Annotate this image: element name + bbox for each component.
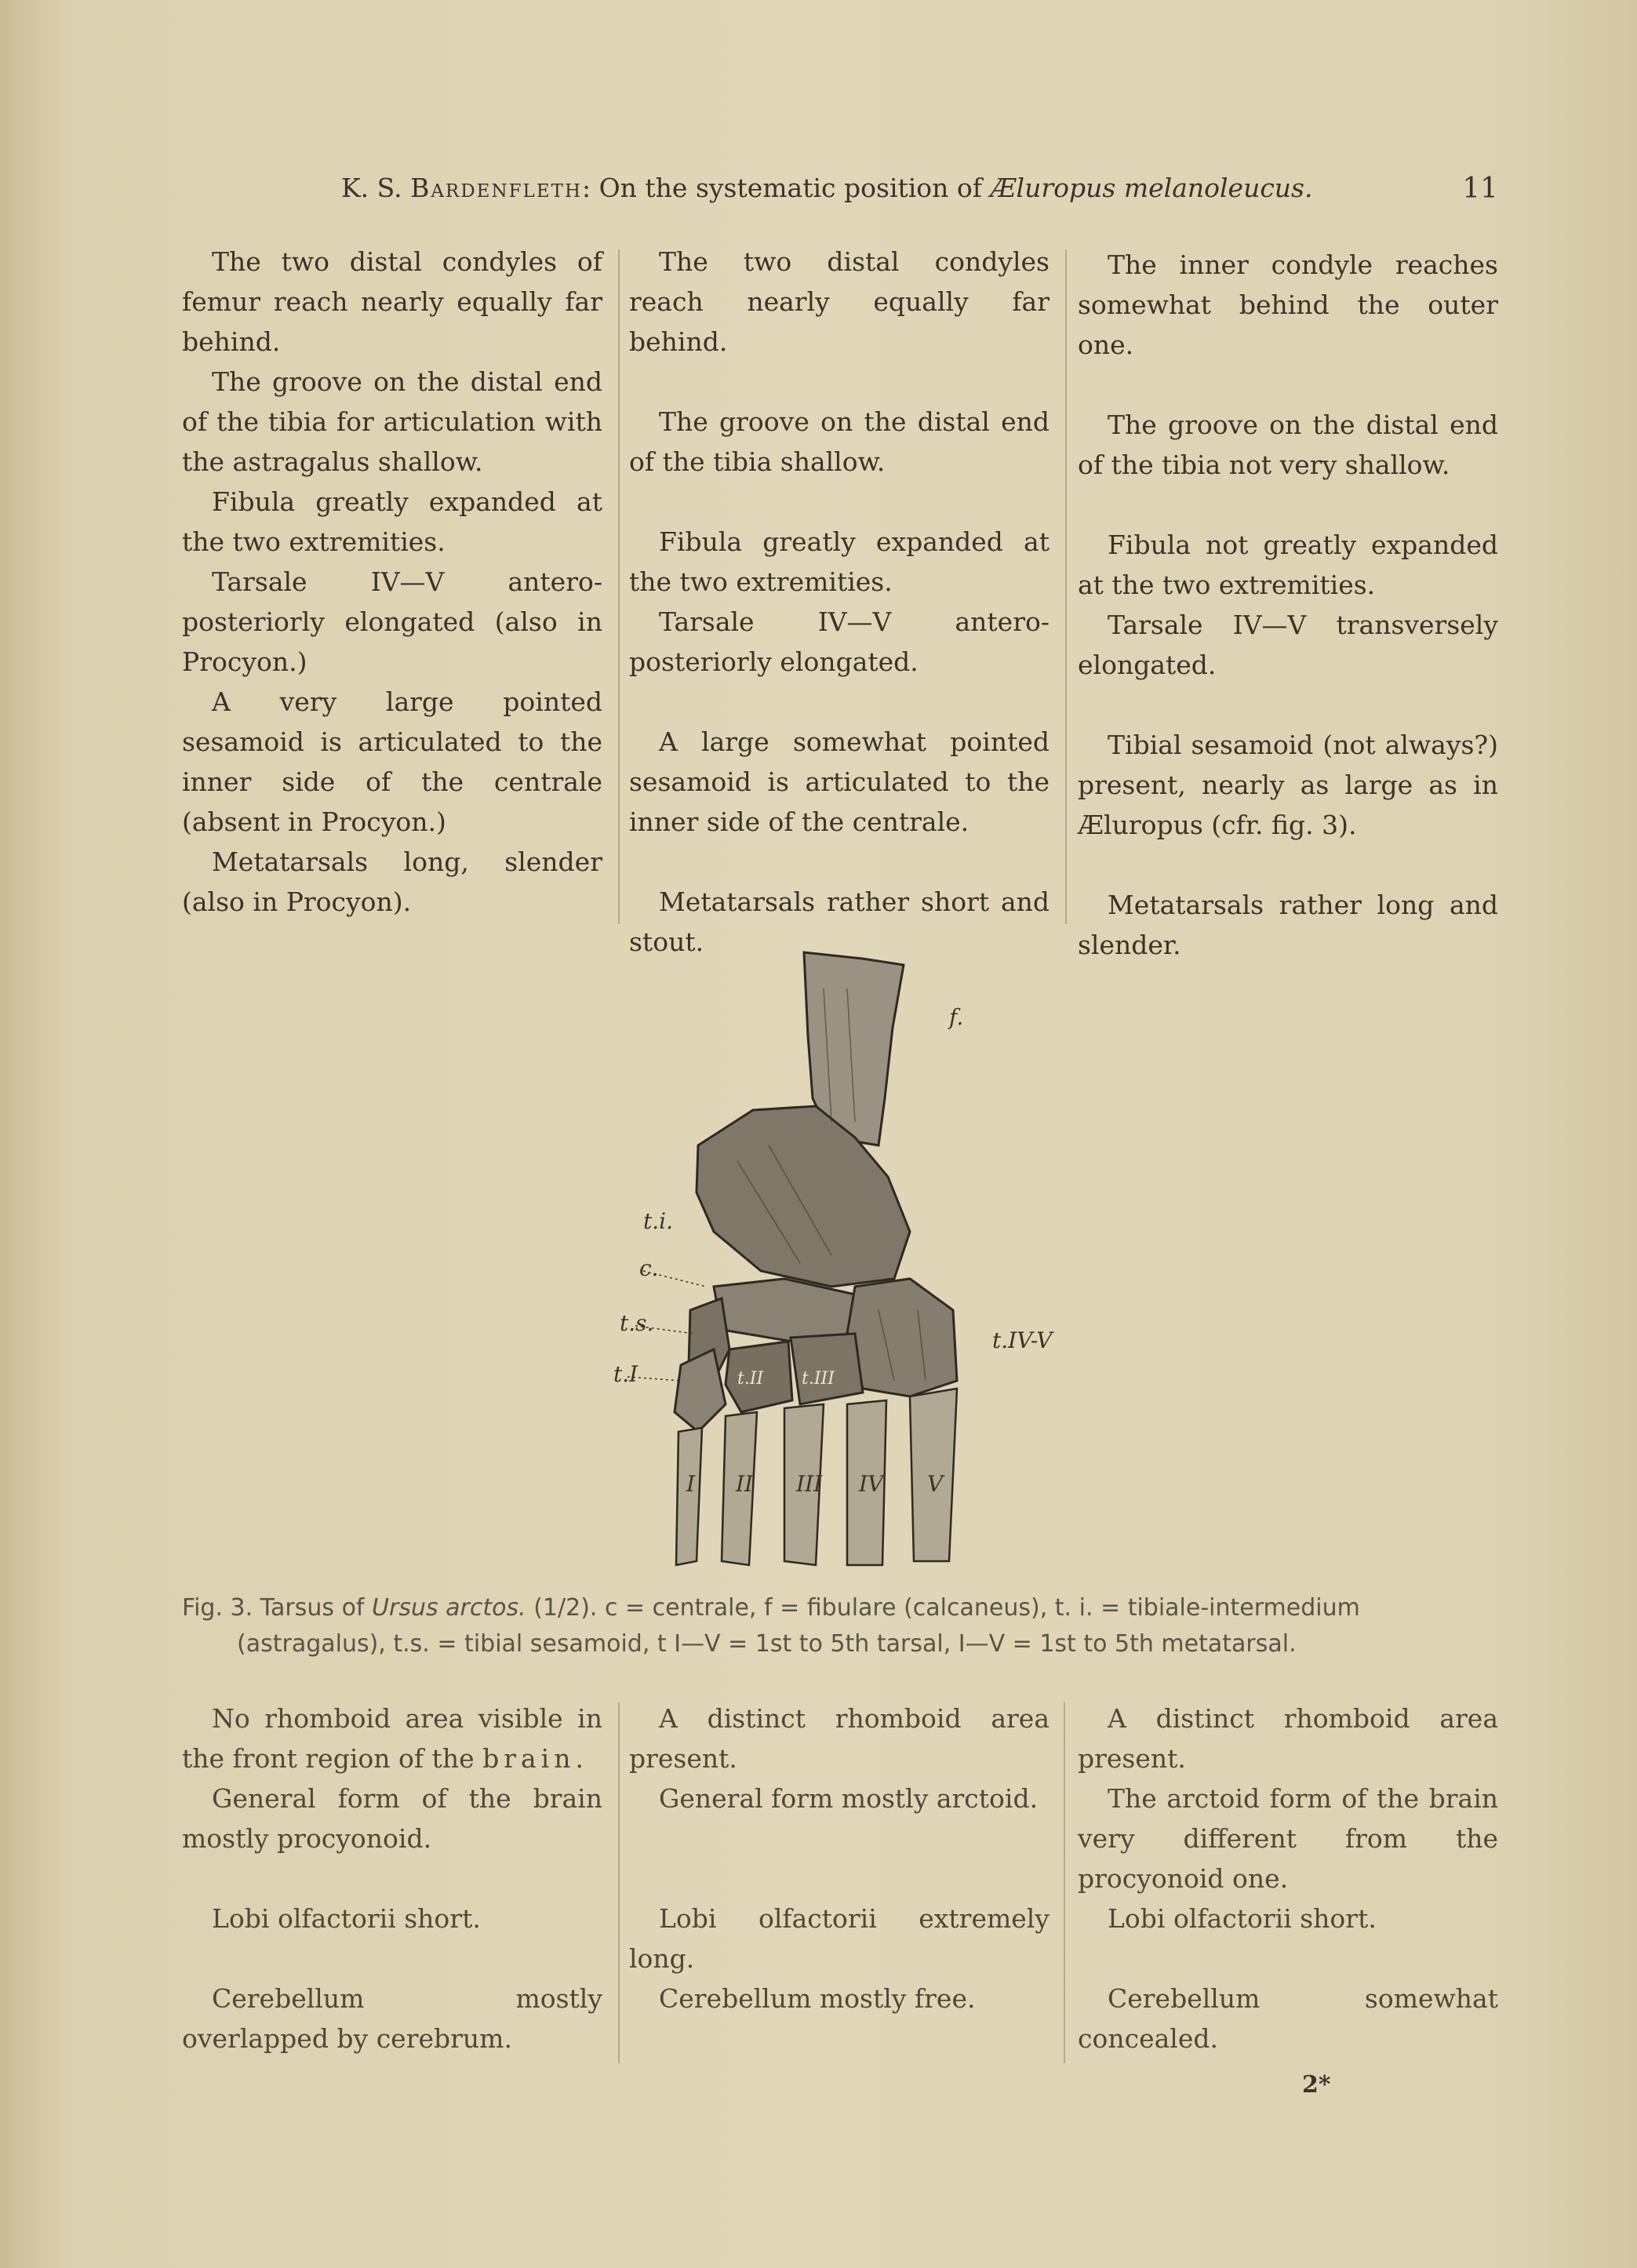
label-tibiale-intermedium: t.i. (643, 1208, 674, 1234)
upper-column-2 (629, 242, 1049, 962)
tarsale-iv-v-bone (847, 1279, 957, 1396)
column-rule (1065, 249, 1067, 924)
running-head-title: K. S. Bardenfleth: On the systematic position of Æluropus melanoleucus. (341, 173, 1313, 203)
cell-cerebellum: Cerebellum mostly free. (659, 1983, 976, 2014)
emphasis-brain: brain (482, 1743, 576, 1774)
cell-metatarsals: Metatarsals rather short and stout. (629, 886, 1049, 957)
cell-tarsale: Tarsale IV—V antero-posteriorly elongated. (629, 606, 1049, 677)
lower-column-1 (182, 1698, 602, 2059)
cell-fibula: Fibula not greatly expanded at the two extremities. (1078, 530, 1498, 600)
cell-brain-form: The arctoid form of the brain very different from the procyonoid one. (1078, 1783, 1498, 1894)
title-species: melanoleucus. (1123, 173, 1313, 203)
cell-tibia: The groove on the distal end of the tibia for articulation with the astragalus shallow. (182, 366, 602, 477)
cell-lobi: Lobi olfactorii extremely long. (629, 1903, 1049, 1974)
cell-metatarsals: Metatarsals rather long and slender. (1078, 890, 1498, 960)
cell-femur: The inner condyle reaches somewhat behind the outer one. (1078, 249, 1498, 360)
cell-lobi: Lobi olfactorii short. (1108, 1903, 1377, 1934)
cell-sesamoid: A large somewhat pointed sesamoid is articulated to the inner side of the centrale. (629, 726, 1049, 837)
cell-brain-form: General form mostly arctoid. (659, 1783, 1039, 1814)
cell-tibia: The groove on the distal end of the tibia not very shallow. (1078, 410, 1498, 480)
upper-column-3 (1078, 245, 1498, 965)
label-tibial-sesamoid: t.s. (620, 1310, 654, 1336)
cell-sesamoid: A very large pointed sesamoid is articulated to the inner side of the centrale (absent in Procyon.) (182, 686, 602, 837)
caption-legend-a: (1/2). c = centrale, f = fibulare (calcaneus), t. i. = tibiale-intermedium (533, 1594, 1360, 1622)
caption-fig-ref: Fig. 3. Tarsus of (182, 1594, 365, 1622)
label-tarsale-i: t.I (613, 1361, 638, 1387)
author-surname: Bardenfleth (410, 173, 583, 203)
column-rule (618, 249, 620, 924)
cell-femur: The two distal condyles of femur reach nearly equally far behind. (182, 246, 602, 357)
cell-metatarsals: Metatarsals long, slender (also in Procyon). (182, 846, 602, 917)
cell-rhomboid: No rhomboid area visible in the front region of the brain. (182, 1703, 602, 1774)
signature-mark: 2* (1302, 2071, 1331, 2099)
column-rule (618, 1702, 620, 2063)
cell-sesamoid: Tibial sesamoid (not always?) present, nearly as large as in Æluropus (cfr. fig. 3). (1078, 730, 1498, 840)
caption-species: Ursus arctos. (372, 1594, 526, 1622)
label-metatarsal-ii: II (736, 1471, 754, 1497)
cell-tarsale: Tarsale IV—V antero-posteriorly elongated (also in Procyon.) (182, 566, 602, 677)
cell-fibula: Fibula greatly expanded at the two extremities. (629, 526, 1049, 597)
cell-cerebellum: Cerebellum somewhat concealed. (1078, 1983, 1498, 2054)
centrale-bone (714, 1279, 855, 1342)
running-header (180, 173, 1498, 212)
cell-femur: The two distal condyles reach nearly equally far behind. (629, 246, 1049, 357)
label-metatarsal-v: V (927, 1471, 944, 1497)
caption-line-2: (astragalus), t.s. = tibial sesamoid, t I—V = 1st to 5th tarsal, I—V = 1st to 5th metatarsal. (237, 1630, 1297, 1658)
label-metatarsal-iv: IV (859, 1471, 884, 1497)
tarsus-figure (596, 941, 1082, 1569)
caption-line-1 (182, 1590, 1500, 1626)
figure-caption (182, 1590, 1500, 1662)
title-prefix: On the systematic position of (598, 173, 983, 203)
lower-column-3 (1078, 1698, 1498, 2059)
cell-cerebellum: Cerebellum mostly overlapped by cerebrum. (182, 1983, 602, 2054)
cell-rhomboid: A distinct rhomboid area present. (1078, 1703, 1498, 1774)
cell-tarsale: Tarsale IV—V transversely elongated. (1078, 610, 1498, 680)
cell-fibula: Fibula greatly expanded at the two extremities. (182, 486, 602, 557)
cell-brain-form: General form of the brain mostly procyonoid. (182, 1783, 602, 1854)
cell-tibia: The groove on the distal end of the tibia shallow. (629, 406, 1049, 477)
upper-column-1 (182, 242, 602, 922)
label-centrale: c. (639, 1255, 659, 1281)
label-metatarsal-iii: III (796, 1471, 823, 1497)
author-initials: K. S. (341, 173, 402, 203)
lower-column-2 (629, 1698, 1049, 2019)
tarsus-drawing (596, 941, 1082, 1569)
label-tarsale-iv-v: t.IV-V (992, 1327, 1053, 1353)
page-number: 11 (1462, 173, 1498, 205)
cell-lobi: Lobi olfactorii short. (212, 1903, 481, 1934)
column-rule (1064, 1702, 1065, 2063)
cell-rhomboid: A distinct rhomboid area present. (629, 1703, 1049, 1774)
label-metatarsal-i: I (686, 1471, 696, 1497)
label-tarsale-ii: t.II (737, 1369, 764, 1389)
label-tarsale-iii: t.III (802, 1369, 835, 1389)
label-fibulare: f. (949, 1004, 964, 1030)
title-genus: Æluropus (990, 173, 1116, 203)
